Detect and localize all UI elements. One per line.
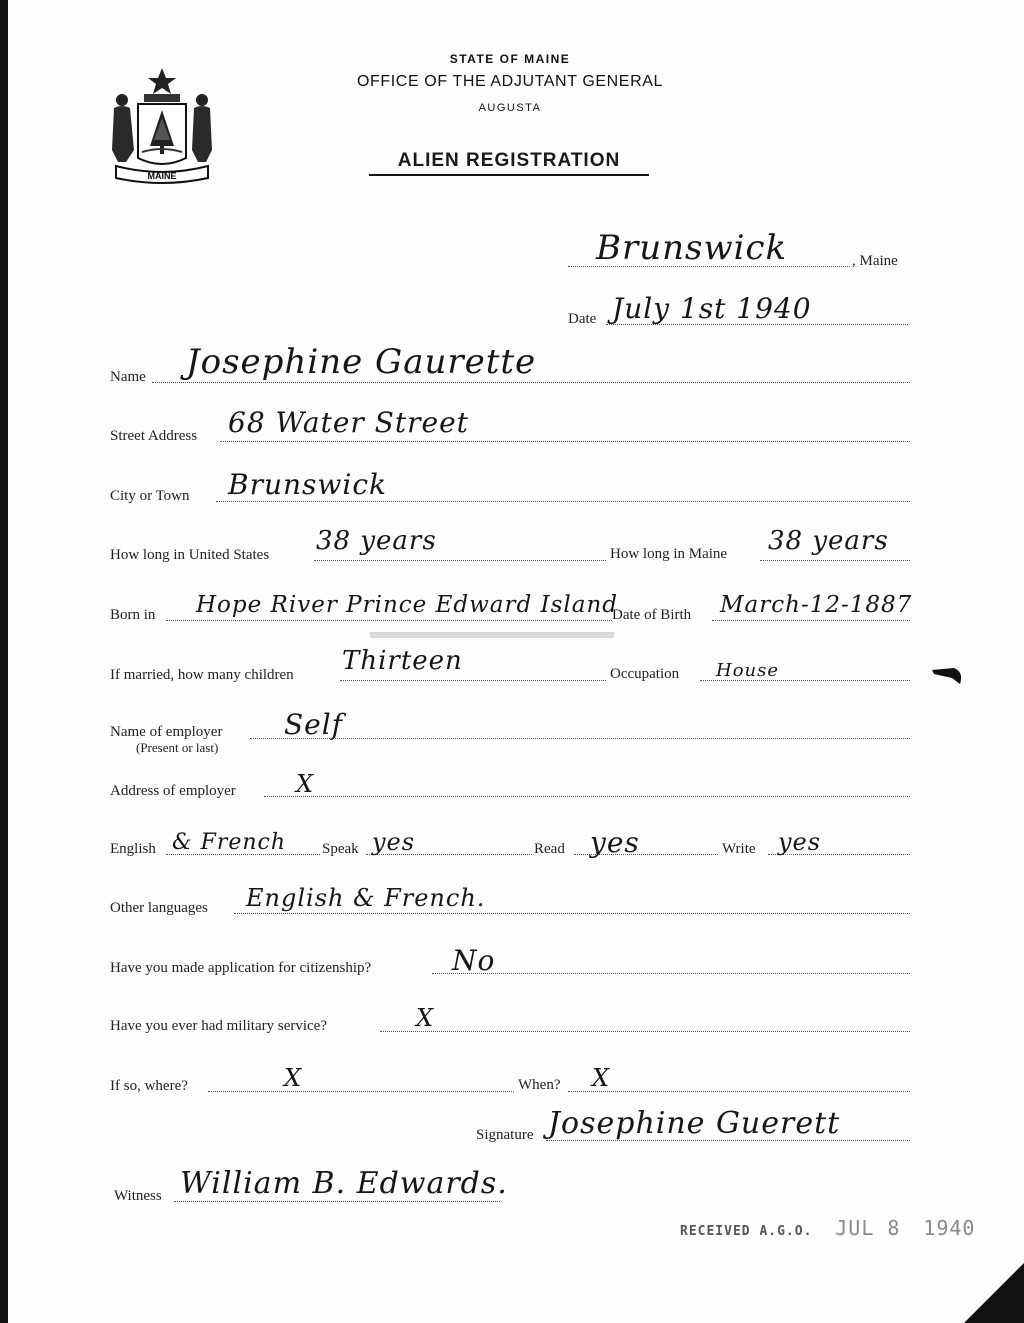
how-long-us-value: 38 years bbox=[316, 526, 437, 556]
city-value: Brunswick bbox=[228, 468, 387, 501]
employer-line bbox=[250, 738, 910, 739]
svg-text:MAINE: MAINE bbox=[147, 171, 177, 181]
name-line bbox=[152, 382, 910, 383]
write-label: Write bbox=[722, 841, 756, 857]
occupation-label: Occupation bbox=[610, 666, 680, 682]
born-in-line bbox=[166, 620, 612, 621]
employer-address-line bbox=[264, 796, 910, 797]
employer-sublabel: (Present or last) bbox=[136, 740, 219, 755]
ink-blot-mark bbox=[932, 664, 964, 686]
how-long-us-label: How long in United States bbox=[110, 547, 270, 563]
received-stamp-year: 1940 bbox=[923, 1216, 976, 1240]
where-line bbox=[208, 1091, 514, 1092]
born-in-label: Born in bbox=[110, 607, 156, 623]
header-state: STATE OF MAINE bbox=[449, 52, 571, 66]
signature-value: Josephine Guerett bbox=[548, 1106, 841, 1141]
dob-value: March-12-1887 bbox=[720, 592, 913, 618]
other-languages-line bbox=[234, 913, 910, 914]
occupation-value: House bbox=[716, 660, 780, 681]
scan-corner bbox=[964, 1263, 1024, 1323]
how-long-maine-value: 38 years bbox=[768, 526, 889, 556]
dob-label: Date of Birth bbox=[612, 607, 692, 623]
header-city: AUGUSTA bbox=[478, 102, 542, 114]
speak-value: yes bbox=[372, 828, 416, 856]
witness-value: William B. Edwards. bbox=[180, 1166, 508, 1201]
received-stamp-text: RECEIVED A.G.O. bbox=[680, 1224, 813, 1239]
how-long-maine-line bbox=[760, 560, 910, 561]
how-long-us-line bbox=[314, 560, 606, 561]
where-value: X bbox=[284, 1064, 303, 1092]
other-languages-value: English & French. bbox=[246, 884, 486, 912]
name-label: Name bbox=[110, 369, 146, 385]
employer-value: Self bbox=[284, 708, 344, 741]
city-line bbox=[216, 501, 910, 502]
military-label: Have you ever had military service? bbox=[110, 1018, 327, 1034]
write-value: yes bbox=[778, 828, 822, 856]
signature-label: Signature bbox=[476, 1127, 534, 1143]
street-label: Street Address bbox=[110, 428, 198, 444]
scan-edge bbox=[0, 0, 8, 1323]
employer-label: Name of employer bbox=[110, 724, 223, 740]
english-label: English bbox=[110, 841, 156, 857]
dob-line bbox=[712, 620, 910, 621]
children-label: If married, how many children bbox=[110, 667, 294, 683]
street-value: 68 Water Street bbox=[228, 406, 469, 439]
town-value: Brunswick bbox=[596, 228, 788, 268]
how-long-maine-label: How long in Maine bbox=[610, 546, 728, 562]
children-line bbox=[340, 680, 606, 681]
form-title: ALIEN REGISTRATION bbox=[369, 150, 649, 176]
citizenship-line bbox=[432, 973, 910, 974]
read-label: Read bbox=[534, 841, 565, 857]
received-stamp bbox=[680, 1216, 975, 1240]
street-line bbox=[220, 441, 910, 442]
where-label: If so, where? bbox=[110, 1078, 188, 1094]
english-value: & French bbox=[172, 830, 287, 855]
date-value: July 1st 1940 bbox=[612, 292, 812, 325]
military-line bbox=[380, 1031, 910, 1032]
name-value: Josephine Gaurette bbox=[186, 342, 537, 382]
when-value: X bbox=[592, 1064, 611, 1092]
witness-line bbox=[174, 1201, 500, 1202]
other-languages-label: Other languages bbox=[110, 900, 208, 916]
maine-label: , Maine bbox=[852, 253, 898, 269]
citizenship-value: No bbox=[452, 944, 496, 977]
received-stamp-date: JUL 8 bbox=[835, 1216, 901, 1240]
city-label: City or Town bbox=[110, 488, 190, 504]
when-label: When? bbox=[518, 1077, 561, 1093]
witness-label: Witness bbox=[114, 1188, 162, 1204]
date-label: Date bbox=[568, 311, 597, 327]
when-line bbox=[568, 1091, 910, 1092]
children-value: Thirteen bbox=[342, 646, 463, 676]
employer-address-label: Address of employer bbox=[110, 783, 236, 799]
header-office: OFFICE OF THE ADJUTANT GENERAL bbox=[356, 73, 664, 90]
read-value: yes bbox=[590, 826, 640, 859]
ink-smudge bbox=[370, 632, 614, 638]
military-value: X bbox=[416, 1004, 435, 1032]
speak-label: Speak bbox=[322, 841, 359, 857]
employer-address-value: X bbox=[296, 770, 315, 798]
citizenship-label: Have you made application for citizenship? bbox=[110, 960, 372, 976]
born-in-value: Hope River Prince Edward Island bbox=[196, 592, 619, 618]
